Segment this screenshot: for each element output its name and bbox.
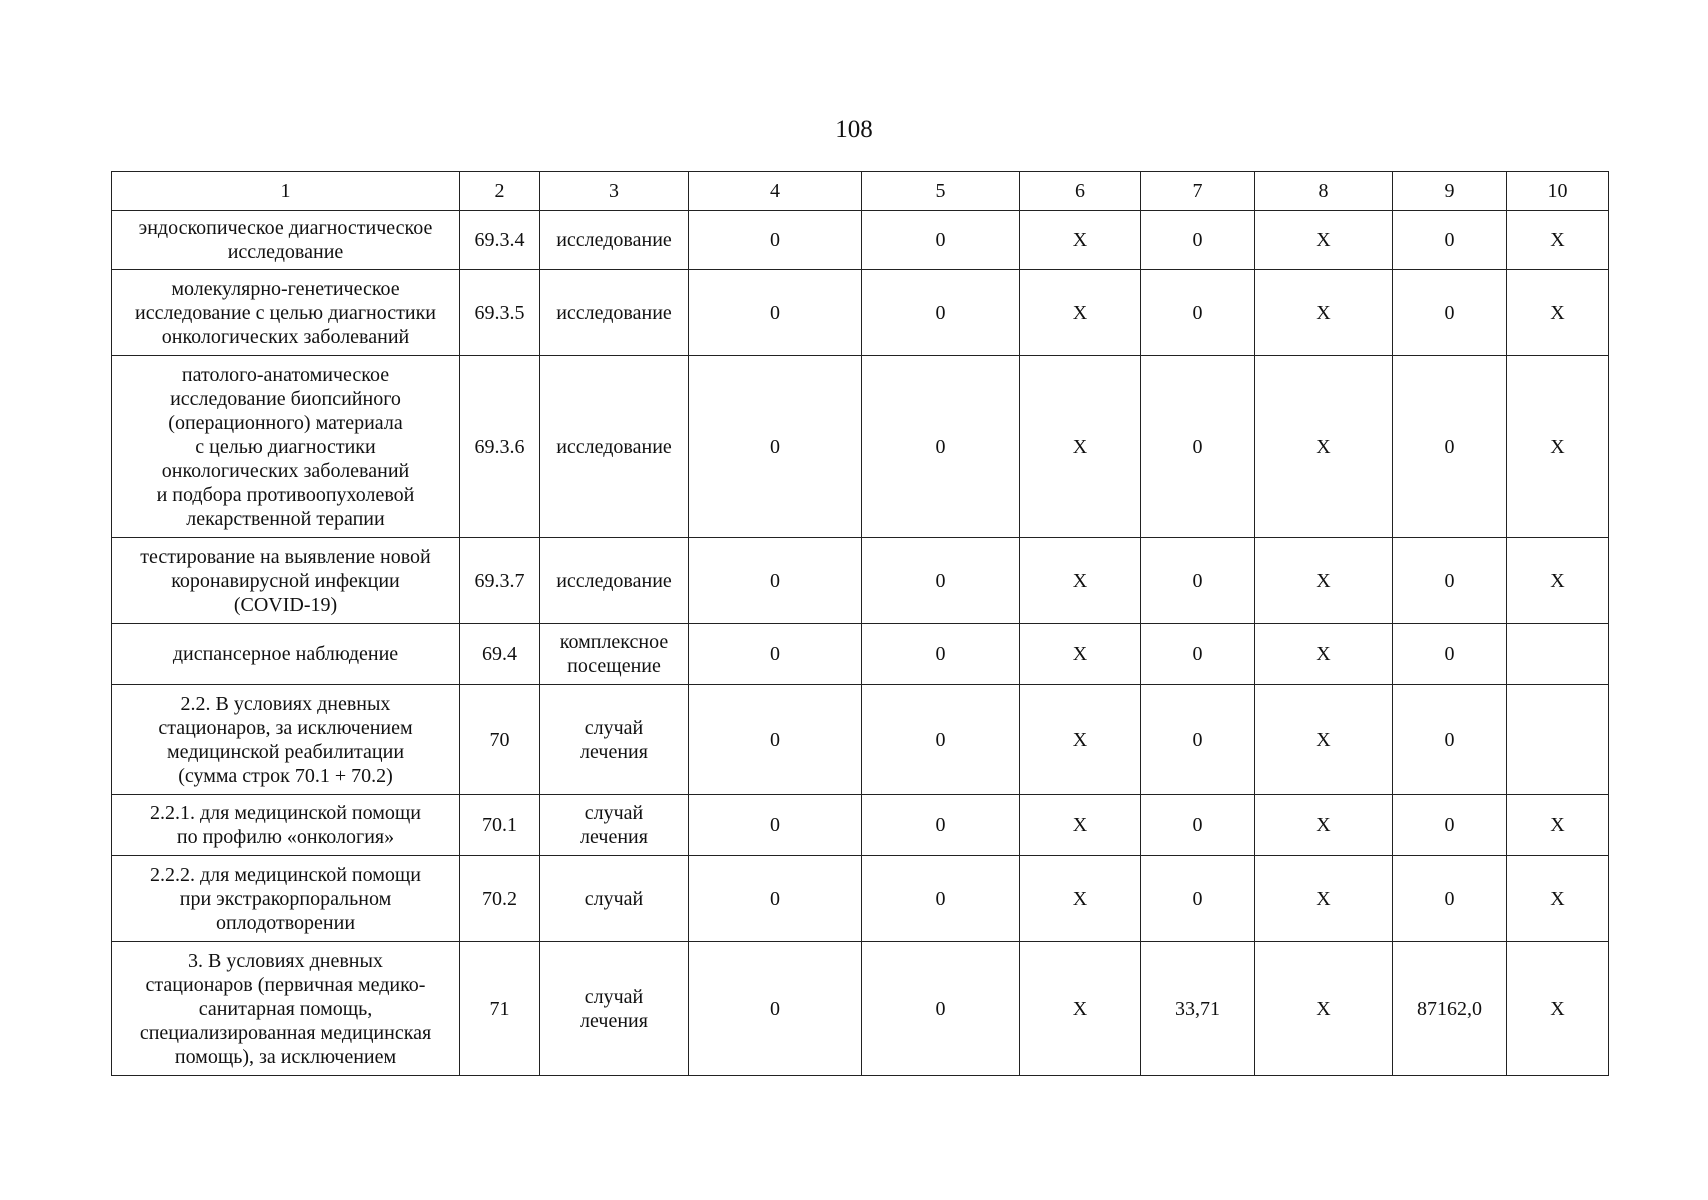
table-cell-col-2: 69.3.4: [460, 211, 540, 270]
row-name-line: эндоскопическое диагностическое: [138, 217, 433, 239]
table-cell-col-6: Х: [1020, 356, 1141, 538]
table-cell-col-3: случай: [540, 856, 689, 942]
column-header-5: 5: [862, 172, 1020, 211]
column-header-2: 2: [460, 172, 540, 211]
table-cell-col-8: Х: [1255, 211, 1393, 270]
table-cell-col-5: 0: [862, 270, 1020, 356]
table-cell-col-10: Х: [1507, 538, 1609, 624]
table-cell-col-5: 0: [862, 856, 1020, 942]
table-cell-col-8: Х: [1255, 356, 1393, 538]
row-name-line: 2.2.1. для медицинской помощи: [150, 802, 421, 824]
table-cell-col-8: Х: [1255, 795, 1393, 856]
column-header-10: 10: [1507, 172, 1609, 211]
row-name-cell: [112, 538, 460, 624]
table-cell-col-4: 0: [689, 942, 862, 1076]
table-row: [112, 624, 1609, 685]
table-cell-col-7: 0: [1141, 795, 1255, 856]
table-cell-col-3: исследование: [540, 356, 689, 538]
table-cell-col-4: 0: [689, 356, 862, 538]
table-row: [112, 942, 1609, 1076]
column-header-7: 7: [1141, 172, 1255, 211]
row-name-line: и подбора противоопухолевой: [156, 483, 415, 506]
row-name-line: исследование биопсийного: [170, 387, 401, 410]
table-header-row: [112, 172, 1609, 211]
row-name-line: санитарная помощь,: [198, 997, 373, 1020]
table-cell-col-2: 69.3.5: [460, 270, 540, 356]
table-cell-col-10: Х: [1507, 795, 1609, 856]
table-cell-col-8: Х: [1255, 942, 1393, 1076]
row-name-line: помощь), за исключением: [174, 1045, 397, 1068]
row-name-line: при экстракорпоральном: [179, 887, 392, 910]
column-header-4: 4: [689, 172, 862, 211]
row-name-cell: [112, 942, 460, 1076]
column-header-1: 1: [112, 172, 460, 211]
table-cell-col-8: Х: [1255, 856, 1393, 942]
table-cell-col-9: 0: [1393, 685, 1507, 795]
row-name-line: стационаров (первичная медико-: [145, 973, 426, 996]
table-cell-col-7: 0: [1141, 685, 1255, 795]
table-cell-col-4: 0: [689, 685, 862, 795]
table-cell-col-3: исследование: [540, 270, 689, 356]
row-name-line: стационаров, за исключением: [158, 716, 413, 739]
row-name-cell: [112, 795, 460, 856]
table-cell-col-3: исследование: [540, 538, 689, 624]
table-cell-col-2: 70.2: [460, 856, 540, 942]
table-cell-col-9: 0: [1393, 538, 1507, 624]
table-row: [112, 356, 1609, 538]
table-cell-col-5: 0: [862, 211, 1020, 270]
row-name-line: исследование с целью диагностики: [135, 301, 436, 324]
table-cell-col-6: Х: [1020, 270, 1141, 356]
table-cell-col-3: исследование: [540, 211, 689, 270]
table-cell-col-9: 0: [1393, 356, 1507, 538]
table-cell-col-10: Х: [1507, 942, 1609, 1076]
table-cell-col-8: Х: [1255, 270, 1393, 356]
table-cell-col-7: 0: [1141, 356, 1255, 538]
row-name-cell: [112, 270, 460, 356]
table-cell-col-6: Х: [1020, 685, 1141, 795]
table-cell-col-6: Х: [1020, 538, 1141, 624]
table-cell-col-6: Х: [1020, 856, 1141, 942]
table-row: [112, 270, 1609, 356]
table-cell-col-6: Х: [1020, 211, 1141, 270]
table-cell-col-4: 0: [689, 856, 862, 942]
table-cell-col-4: 0: [689, 211, 862, 270]
row-name-line: медицинской реабилитации: [166, 740, 405, 763]
table-cell-col-3: случай лечения: [540, 795, 689, 856]
row-name-line: 3. В условиях дневных: [188, 949, 383, 972]
row-name-line: онкологических заболеваний: [161, 459, 410, 482]
column-header-9: 9: [1393, 172, 1507, 211]
row-name-cell: [112, 856, 460, 942]
table-cell-col-10: Х: [1507, 270, 1609, 356]
table-cell-col-8: Х: [1255, 624, 1393, 685]
table-cell-col-2: 69.3.6: [460, 356, 540, 538]
table-cell-col-9: 0: [1393, 270, 1507, 356]
table-row: [112, 538, 1609, 624]
table-cell-col-10: Х: [1507, 856, 1609, 942]
table-cell-col-4: 0: [689, 624, 862, 685]
row-name-cell: [112, 211, 460, 270]
table-cell-col-6: Х: [1020, 795, 1141, 856]
table-cell-col-8: Х: [1255, 685, 1393, 795]
table-cell-col-7: 0: [1141, 211, 1255, 270]
column-header-8: 8: [1255, 172, 1393, 211]
column-header-6: 6: [1020, 172, 1141, 211]
table-cell-col-10: Х: [1507, 356, 1609, 538]
table-cell-col-9: 0: [1393, 211, 1507, 270]
row-name-line: специализированная медицинская: [139, 1021, 432, 1044]
row-name-cell: [112, 356, 460, 538]
table-cell-col-10: Х: [1507, 211, 1609, 270]
row-name-line: оплодотворении: [215, 911, 356, 934]
table-cell-col-5: 0: [862, 356, 1020, 538]
table-cell-col-2: 69.4: [460, 624, 540, 685]
table-cell-col-4: 0: [689, 538, 862, 624]
table-row: [112, 795, 1609, 856]
table-cell-col-3: случай лечения: [540, 685, 689, 795]
row-name-line: 2.2.2. для медицинской помощи: [150, 863, 421, 886]
row-name-line: с целью диагностики: [195, 435, 376, 458]
table-cell-col-2: 69.3.7: [460, 538, 540, 624]
row-name-line: тестирование на выявление новой: [140, 545, 431, 568]
data-table: [111, 171, 1609, 1076]
table-row: [112, 211, 1609, 270]
table-cell-col-8: Х: [1255, 538, 1393, 624]
table-cell-col-7: 0: [1141, 270, 1255, 356]
row-name-line: (сумма строк 70.1 + 70.2): [178, 764, 393, 787]
row-name-line: молекулярно-генетическое: [171, 277, 400, 300]
table-cell-col-3: случай лечения: [540, 942, 689, 1076]
row-name-line: (COVID-19): [233, 593, 338, 616]
table-row: [112, 856, 1609, 942]
table-cell-col-5: 0: [862, 942, 1020, 1076]
table-row: [112, 685, 1609, 795]
column-header-3: 3: [540, 172, 689, 211]
table-cell-col-6: Х: [1020, 624, 1141, 685]
table-cell-col-9: 0: [1393, 856, 1507, 942]
table-cell-col-5: 0: [862, 685, 1020, 795]
table-cell-col-7: 0: [1141, 856, 1255, 942]
table-cell-col-9: 0: [1393, 795, 1507, 856]
table-cell-col-7: 33,71: [1141, 942, 1255, 1076]
table-cell-col-9: 0: [1393, 624, 1507, 685]
table-cell-col-5: 0: [862, 624, 1020, 685]
table-cell-col-2: 71: [460, 942, 540, 1076]
table-cell-col-4: 0: [689, 795, 862, 856]
row-name-line: диспансерное наблюдение: [172, 643, 399, 665]
table-cell-col-2: 70.1: [460, 795, 540, 856]
row-name-cell: [112, 685, 460, 795]
row-name-line: патолого-анатомическое: [181, 363, 390, 386]
row-name-line: исследование: [227, 241, 344, 263]
table-cell-col-6: Х: [1020, 942, 1141, 1076]
table-cell-col-3: комплексное посещение: [540, 624, 689, 685]
table-cell-col-7: 0: [1141, 624, 1255, 685]
table-cell-col-5: 0: [862, 795, 1020, 856]
table-cell-col-10: [1507, 624, 1609, 685]
table-body: [112, 211, 1609, 1076]
row-name-line: онкологических заболеваний: [161, 325, 410, 348]
table-cell-col-9: 87162,0: [1393, 942, 1507, 1076]
table-cell-col-7: 0: [1141, 538, 1255, 624]
table-cell-col-2: 70: [460, 685, 540, 795]
row-name-line: 2.2. В условиях дневных: [180, 692, 391, 715]
row-name-line: по профилю «онкология»: [176, 826, 395, 848]
page-number: 108: [835, 116, 873, 143]
row-name-line: (операционного) материала: [168, 411, 403, 434]
row-name-cell: [112, 624, 460, 685]
row-name-line: коронавирусной инфекции: [171, 569, 400, 592]
table-cell-col-10: [1507, 685, 1609, 795]
table-cell-col-4: 0: [689, 270, 862, 356]
table-cell-col-5: 0: [862, 538, 1020, 624]
row-name-line: лекарственной терапии: [186, 507, 385, 530]
